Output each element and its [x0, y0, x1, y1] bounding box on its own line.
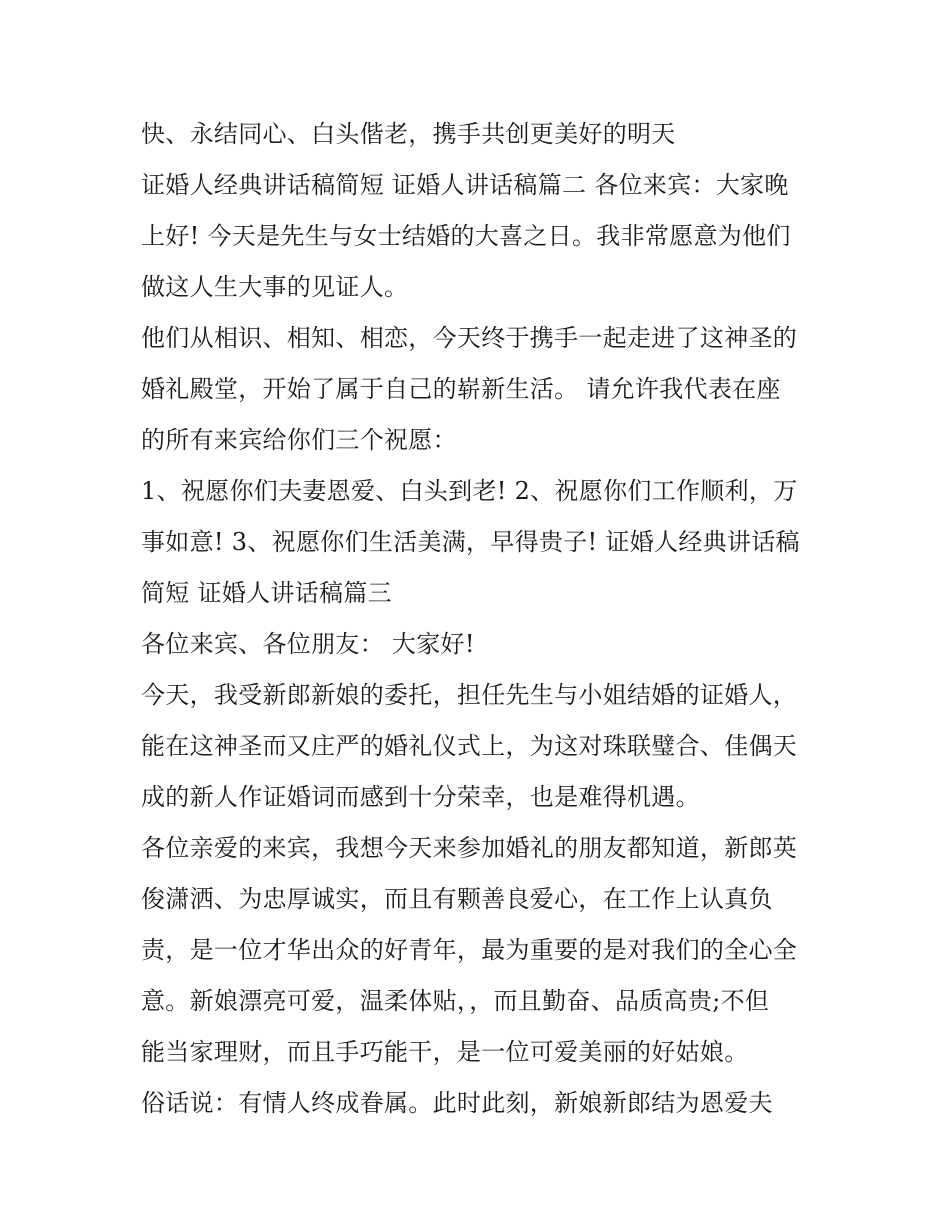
text-line: 意。新娘漂亮可爱，温柔体贴，，而且勤奋、品质高贵;不但	[141, 987, 770, 1015]
text-line: 上好! 今天是先生与女士结婚的大喜之日。我非常愿意为他们	[141, 222, 791, 250]
text-line: 1、祝愿你们夫妻恩爱、白头到老! 2、祝愿你们工作顺利，万	[141, 477, 798, 505]
text-line: 做这人生大事的见证人。	[141, 273, 409, 301]
text-line: 俊潇洒、为忠厚诚实，而且有颗善良爱心，在工作上认真负	[141, 885, 773, 913]
text-line: 婚礼殿堂，开始了属于自己的崭新生活。 请允许我代表在座	[141, 375, 781, 403]
text-line: 简短 证婚人讲话稿篇三	[141, 579, 392, 607]
text-line: 能当家理财，而且手巧能干，是一位可爱美丽的好姑娘。	[141, 1038, 749, 1066]
text-line: 他们从相识、相知、相恋，今天终于携手一起走进了这神圣的	[141, 324, 798, 352]
text-line: 能在这神圣而又庄严的婚礼仪式上，为这对珠联璧合、佳偶天	[141, 732, 798, 760]
text-line: 成的新人作证婚词而感到十分荣幸，也是难得机遇。	[141, 783, 700, 811]
text-line: 证婚人经典讲话稿简短 证婚人讲话稿篇二 各位来宾：大家晚	[141, 171, 789, 199]
text-line: 俗话说：有情人终成眷属。此时此刻，新娘新郎结为恩爱夫	[141, 1089, 773, 1117]
text-line: 各位亲爱的来宾，我想今天来参加婚礼的朋友都知道，新郎英	[141, 834, 798, 862]
text-line: 今天，我受新郎新娘的委托，担任先生与小姐结婚的证婚人，	[141, 681, 798, 709]
text-line: 责，是一位才华出众的好青年，最为重要的是对我们的全心全	[141, 936, 798, 964]
text-line: 的所有来宾给你们三个祝愿：	[141, 426, 457, 454]
text-line: 事如意! 3、祝愿你们生活美满，早得贵子! 证婚人经典讲话稿	[141, 528, 800, 556]
text-line: 各位来宾、各位朋友： 大家好!	[141, 630, 475, 658]
document-body	[141, 109, 821, 1129]
text-line: 快、永结同心、白头偕老，携手共创更美好的明天	[141, 120, 676, 148]
